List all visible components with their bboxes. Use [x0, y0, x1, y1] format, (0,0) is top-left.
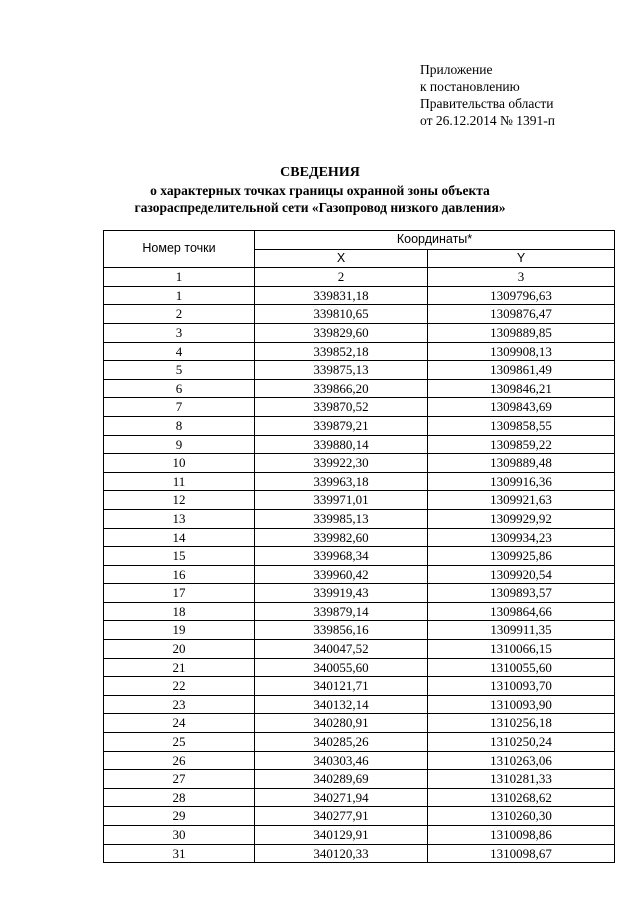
table-row [104, 695, 615, 714]
x-coordinate-cell: 340285,26 [255, 733, 428, 752]
point-number-cell: 24 [104, 714, 255, 733]
table-row [104, 565, 615, 584]
column-number: 2 [255, 268, 428, 287]
x-coordinate-cell: 339880,14 [255, 435, 428, 454]
y-coordinate-cell: 1309925,86 [428, 547, 615, 566]
table-row [104, 435, 615, 454]
point-number-cell: 6 [104, 379, 255, 398]
column-number-row [104, 268, 615, 287]
column-number: 1 [104, 268, 255, 287]
document-title: СВЕДЕНИЯ [280, 165, 360, 180]
point-number-cell: 25 [104, 733, 255, 752]
header-coordinates: Координаты* [255, 231, 615, 250]
y-coordinate-cell: 1309846,21 [428, 379, 615, 398]
y-coordinate-cell: 1309934,23 [428, 528, 615, 547]
table-row [104, 416, 615, 435]
y-coordinate-cell: 1309911,35 [428, 621, 615, 640]
x-coordinate-cell: 339879,14 [255, 602, 428, 621]
x-coordinate-cell: 340132,14 [255, 695, 428, 714]
x-coordinate-cell: 340271,94 [255, 788, 428, 807]
y-coordinate-cell: 1309876,47 [428, 305, 615, 324]
y-coordinate-cell: 1310260,30 [428, 807, 615, 826]
point-number-cell: 28 [104, 788, 255, 807]
x-coordinate-cell: 340121,71 [255, 677, 428, 696]
x-coordinate-cell: 340129,91 [255, 826, 428, 845]
y-coordinate-cell: 1309893,57 [428, 584, 615, 603]
y-coordinate-cell: 1310093,90 [428, 695, 615, 714]
x-coordinate-cell: 340277,91 [255, 807, 428, 826]
y-coordinate-cell: 1310055,60 [428, 658, 615, 677]
table-row [104, 844, 615, 863]
table-row [104, 472, 615, 491]
y-coordinate-cell: 1309796,63 [428, 286, 615, 305]
y-coordinate-cell: 1309889,48 [428, 454, 615, 473]
point-number-cell: 21 [104, 658, 255, 677]
x-coordinate-cell: 339968,34 [255, 547, 428, 566]
appendix-block [420, 61, 555, 129]
y-coordinate-cell: 1310093,70 [428, 677, 615, 696]
header-row [104, 231, 615, 250]
point-number-cell: 20 [104, 640, 255, 659]
y-coordinate-cell: 1310066,15 [428, 640, 615, 659]
point-number-cell: 5 [104, 361, 255, 380]
table-row [104, 509, 615, 528]
point-number-cell: 16 [104, 565, 255, 584]
point-number-cell: 15 [104, 547, 255, 566]
x-coordinate-cell: 339971,01 [255, 491, 428, 510]
y-coordinate-cell: 1310098,86 [428, 826, 615, 845]
point-number-cell: 17 [104, 584, 255, 603]
y-coordinate-cell: 1309920,54 [428, 565, 615, 584]
point-number-cell: 10 [104, 454, 255, 473]
point-number-cell: 29 [104, 807, 255, 826]
header-y: Y [428, 249, 615, 268]
x-coordinate-cell: 340120,33 [255, 844, 428, 863]
table-row [104, 286, 615, 305]
point-number-cell: 27 [104, 770, 255, 789]
point-number-cell: 9 [104, 435, 255, 454]
x-coordinate-cell: 340303,46 [255, 751, 428, 770]
table-row [104, 323, 615, 342]
y-coordinate-cell: 1310263,06 [428, 751, 615, 770]
y-coordinate-cell: 1310256,18 [428, 714, 615, 733]
table-row [104, 379, 615, 398]
x-coordinate-cell: 339879,21 [255, 416, 428, 435]
y-coordinate-cell: 1309929,92 [428, 509, 615, 528]
table-row [104, 528, 615, 547]
y-coordinate-cell: 1310250,24 [428, 733, 615, 752]
point-number-cell: 14 [104, 528, 255, 547]
column-number: 3 [428, 268, 615, 287]
y-coordinate-cell: 1309921,63 [428, 491, 615, 510]
x-coordinate-cell: 339866,20 [255, 379, 428, 398]
appendix-line: Приложение [420, 62, 493, 77]
x-coordinate-cell: 339982,60 [255, 528, 428, 547]
point-number-cell: 7 [104, 398, 255, 417]
y-coordinate-cell: 1309908,13 [428, 342, 615, 361]
appendix-line: к постановлению [420, 79, 520, 94]
table-row [104, 621, 615, 640]
document-heading [0, 163, 640, 216]
point-number-cell: 22 [104, 677, 255, 696]
x-coordinate-cell: 339922,30 [255, 454, 428, 473]
y-coordinate-cell: 1309861,49 [428, 361, 615, 380]
table-row [104, 361, 615, 380]
table-row [104, 770, 615, 789]
x-coordinate-cell: 339829,60 [255, 323, 428, 342]
point-number-cell: 12 [104, 491, 255, 510]
table-row [104, 454, 615, 473]
table-header [104, 231, 615, 287]
y-coordinate-cell: 1309843,69 [428, 398, 615, 417]
x-coordinate-cell: 339963,18 [255, 472, 428, 491]
x-coordinate-cell: 339831,18 [255, 286, 428, 305]
y-coordinate-cell: 1309916,36 [428, 472, 615, 491]
y-coordinate-cell: 1309858,55 [428, 416, 615, 435]
table-row [104, 826, 615, 845]
table-row [104, 788, 615, 807]
table-row [104, 640, 615, 659]
table-row [104, 733, 615, 752]
document-subtitle-line-1: о характерных точках границы охранной зоны объекта [150, 183, 490, 198]
x-coordinate-cell: 340280,91 [255, 714, 428, 733]
table-row [104, 658, 615, 677]
point-number-cell: 11 [104, 472, 255, 491]
x-coordinate-cell: 339875,13 [255, 361, 428, 380]
appendix-line: Правительства области [420, 96, 554, 111]
table-row [104, 677, 615, 696]
x-coordinate-cell: 339919,43 [255, 584, 428, 603]
x-coordinate-cell: 339985,13 [255, 509, 428, 528]
x-coordinate-cell: 339810,65 [255, 305, 428, 324]
table-row [104, 807, 615, 826]
table-row [104, 584, 615, 603]
y-coordinate-cell: 1310268,62 [428, 788, 615, 807]
table-row [104, 491, 615, 510]
x-coordinate-cell: 339960,42 [255, 565, 428, 584]
y-coordinate-cell: 1310281,33 [428, 770, 615, 789]
x-coordinate-cell: 339852,18 [255, 342, 428, 361]
y-coordinate-cell: 1309864,66 [428, 602, 615, 621]
header-x: X [255, 249, 428, 268]
point-number-cell: 23 [104, 695, 255, 714]
x-coordinate-cell: 340055,60 [255, 658, 428, 677]
point-number-cell: 18 [104, 602, 255, 621]
x-coordinate-cell: 339870,52 [255, 398, 428, 417]
header-point-number: Номер точки [104, 231, 255, 268]
point-number-cell: 1 [104, 286, 255, 305]
table-row [104, 342, 615, 361]
point-number-cell: 26 [104, 751, 255, 770]
point-number-cell: 31 [104, 844, 255, 863]
y-coordinate-cell: 1310098,67 [428, 844, 615, 863]
point-number-cell: 4 [104, 342, 255, 361]
table-row [104, 751, 615, 770]
table-row [104, 398, 615, 417]
table-row [104, 714, 615, 733]
coordinates-table [103, 230, 615, 863]
point-number-cell: 8 [104, 416, 255, 435]
point-number-cell: 13 [104, 509, 255, 528]
x-coordinate-cell: 339856,16 [255, 621, 428, 640]
appendix-line: от 26.12.2014 № 1391-п [420, 113, 555, 128]
point-number-cell: 19 [104, 621, 255, 640]
y-coordinate-cell: 1309889,85 [428, 323, 615, 342]
x-coordinate-cell: 340289,69 [255, 770, 428, 789]
table-row [104, 547, 615, 566]
x-coordinate-cell: 340047,52 [255, 640, 428, 659]
table-row [104, 305, 615, 324]
point-number-cell: 30 [104, 826, 255, 845]
point-number-cell: 2 [104, 305, 255, 324]
table-row [104, 602, 615, 621]
document-subtitle-line-2: газораспределительной сети «Газопровод низкого давления» [134, 200, 506, 215]
y-coordinate-cell: 1309859,22 [428, 435, 615, 454]
table-body [104, 286, 615, 862]
point-number-cell: 3 [104, 323, 255, 342]
